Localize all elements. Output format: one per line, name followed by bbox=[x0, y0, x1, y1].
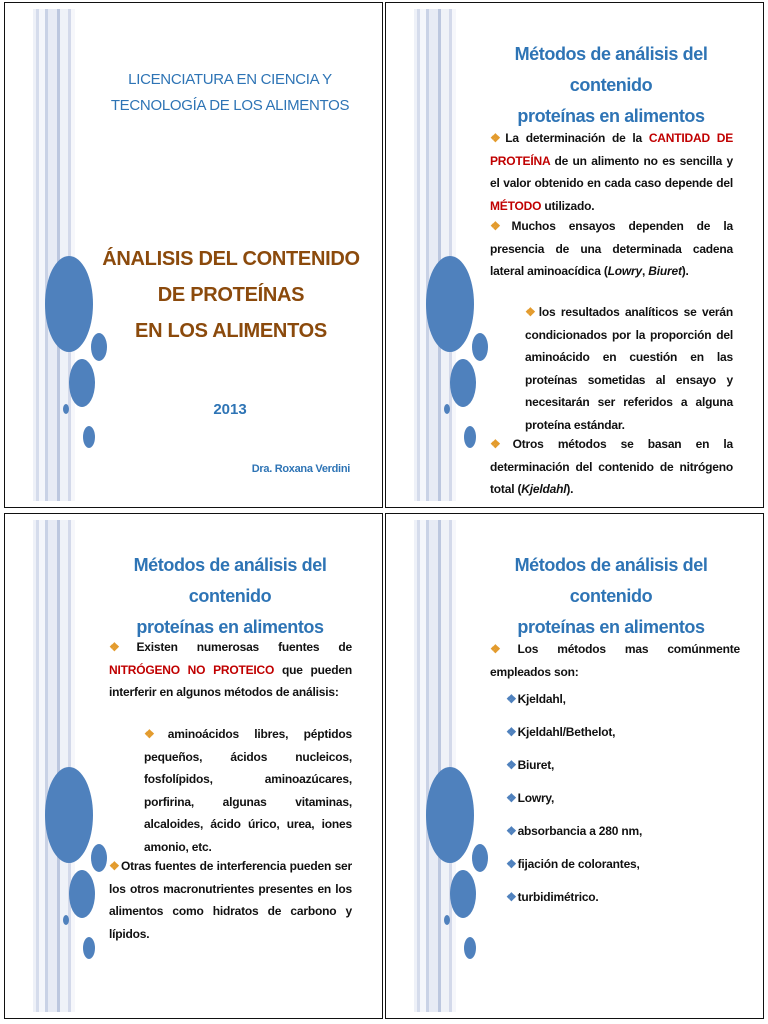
slide-title-line: Métodos de análisis del contenido bbox=[514, 555, 708, 606]
slide-2 bbox=[385, 2, 764, 508]
decorative-circle bbox=[426, 256, 474, 352]
slide-3 bbox=[4, 513, 383, 1019]
diamond-bullet-icon: ❖ bbox=[506, 725, 517, 739]
paragraph-text: , bbox=[642, 264, 649, 278]
decorative-circle bbox=[464, 937, 476, 959]
diamond-bullet-icon: ❖ bbox=[144, 727, 167, 741]
decorative-circle bbox=[444, 404, 450, 414]
sub-paragraph bbox=[144, 723, 352, 858]
decorative-stripes bbox=[33, 520, 75, 1012]
highlight-text: MÉTODO bbox=[490, 198, 542, 213]
list-item bbox=[506, 791, 554, 805]
decorative-circle bbox=[63, 915, 69, 925]
list-item-text: Lowry, bbox=[517, 791, 555, 805]
diamond-bullet-icon: ❖ bbox=[109, 859, 120, 873]
paragraph bbox=[109, 636, 352, 704]
highlight-text: CANTIDAD DE PROTEÍNA bbox=[490, 131, 734, 168]
diamond-bullet-icon: ❖ bbox=[109, 640, 136, 654]
program-title bbox=[105, 67, 355, 119]
decorative-stripes bbox=[33, 9, 75, 501]
decorative-circle bbox=[472, 333, 488, 361]
paragraph-text: ). bbox=[566, 482, 574, 496]
paragraph-text: aminoácidos libres, péptidos pequeños, ácidos nucleicos, fosfolípidos, aminoazúcares, porfirina, algunas vitaminas, alcaloides, ácido úrico, urea, iones amonio, etc. bbox=[144, 727, 352, 854]
decorative-circle bbox=[45, 767, 93, 863]
paragraph bbox=[109, 855, 352, 945]
list-item-text: Biuret, bbox=[517, 758, 555, 772]
decorative-circle bbox=[45, 256, 93, 352]
slide-title-line: Métodos de análisis del contenido bbox=[514, 44, 708, 95]
paragraph-text: Existen numerosas fuentes de bbox=[136, 640, 352, 654]
decorative-circle bbox=[69, 870, 95, 918]
year: 2013 bbox=[213, 401, 247, 418]
decorative-circle bbox=[69, 359, 95, 407]
presentation-title-line: ÁNALISIS DEL CONTENIDO bbox=[102, 248, 360, 270]
list-item-text: turbidimétrico. bbox=[517, 890, 599, 904]
list-item bbox=[506, 824, 642, 838]
slide-title bbox=[481, 550, 741, 643]
slide-4 bbox=[385, 513, 764, 1019]
diamond-bullet-icon: ❖ bbox=[525, 305, 538, 319]
paragraph-text: Otras fuentes de interferencia pueden ser los otros macronutrientes presentes en los alimentos como hidratos de carbono y lípidos. bbox=[109, 859, 352, 941]
paragraph-text: Los métodos mas comúnmente empleados son: bbox=[490, 642, 740, 679]
presentation-title-line: EN LOS ALIMENTOS bbox=[135, 320, 327, 342]
decorative-circle bbox=[444, 915, 450, 925]
paragraph bbox=[490, 127, 733, 217]
list-item bbox=[506, 725, 615, 739]
slide-title bbox=[481, 39, 741, 132]
decorative-circle bbox=[426, 767, 474, 863]
presentation-title bbox=[100, 241, 362, 349]
paragraph-text: Muchos ensayos dependen de la presencia de una determinada cadena lateral aminoacídica ( bbox=[490, 219, 733, 278]
paragraph-text: La determinación de la bbox=[505, 131, 649, 145]
paragraph bbox=[490, 215, 733, 283]
paragraph bbox=[490, 433, 733, 501]
diamond-bullet-icon: ❖ bbox=[506, 890, 517, 904]
decorative-circle bbox=[450, 870, 476, 918]
italic-text: Kjeldahl bbox=[521, 482, 567, 496]
diamond-bullet-icon: ❖ bbox=[506, 758, 517, 772]
presentation-title-line: DE PROTEÍNAS bbox=[157, 284, 305, 306]
slide-title bbox=[100, 550, 360, 643]
slide-title-line: proteínas en alimentos bbox=[517, 617, 705, 637]
paragraph-text: Otros métodos se basan en la determinación del contenido de nitrógeno total ( bbox=[490, 437, 734, 496]
paragraph-text: de un alimento no es sencilla y el valor obtenido en cada caso depende del bbox=[490, 153, 733, 190]
diamond-bullet-icon: ❖ bbox=[506, 857, 517, 871]
decorative-circle bbox=[83, 426, 95, 448]
program-title-line: LICENCIATURA EN CIENCIA Y bbox=[128, 71, 332, 88]
highlight-text: NITRÓGENO NO PROTEICO bbox=[109, 662, 275, 677]
author: Dra. Roxana Verdini bbox=[251, 463, 350, 475]
italic-text: Lowry bbox=[607, 264, 642, 278]
slide-title-line: proteínas en alimentos bbox=[136, 617, 324, 637]
list-item-text: Kjeldahl/Bethelot, bbox=[517, 725, 616, 739]
list-item-text: absorbancia a 280 nm, bbox=[517, 824, 643, 838]
decorative-circle bbox=[450, 359, 476, 407]
decorative-stripes bbox=[414, 520, 456, 1012]
decorative-circle bbox=[472, 844, 488, 872]
diamond-bullet-icon: ❖ bbox=[506, 692, 517, 706]
decorative-circle bbox=[83, 937, 95, 959]
slide-title-line: Métodos de análisis del contenido bbox=[133, 555, 327, 606]
decorative-circle bbox=[464, 426, 476, 448]
slide-1 bbox=[4, 2, 383, 508]
paragraph bbox=[490, 638, 740, 683]
slide-title-line: proteínas en alimentos bbox=[517, 106, 705, 126]
diamond-bullet-icon: ❖ bbox=[490, 219, 511, 233]
paragraph-text: ). bbox=[681, 264, 689, 278]
list-item bbox=[506, 857, 640, 871]
diamond-bullet-icon: ❖ bbox=[490, 131, 505, 145]
diamond-bullet-icon: ❖ bbox=[490, 642, 517, 656]
italic-text: Biuret bbox=[648, 264, 682, 278]
diamond-bullet-icon: ❖ bbox=[506, 791, 517, 805]
list-item bbox=[506, 692, 566, 706]
paragraph-text: los resultados analíticos se verán condicionados por la proporción del aminoácido en cuestión en las proteínas sometidas al ensayo y necesitarán ser referidos a alguna proteína estándar. bbox=[525, 305, 733, 432]
sub-paragraph bbox=[525, 301, 733, 436]
list-item-text: fijación de colorantes, bbox=[517, 857, 640, 871]
decorative-circle bbox=[91, 844, 107, 872]
list-item bbox=[506, 758, 554, 772]
diamond-bullet-icon: ❖ bbox=[506, 824, 517, 838]
program-title-line: TECNOLOGÍA DE LOS ALIMENTOS bbox=[110, 97, 350, 114]
decorative-circle bbox=[63, 404, 69, 414]
list-item-text: Kjeldahl, bbox=[517, 692, 566, 706]
paragraph-text: utilizado. bbox=[541, 198, 595, 213]
decorative-stripes bbox=[414, 9, 456, 501]
diamond-bullet-icon: ❖ bbox=[490, 437, 512, 451]
list-item bbox=[506, 890, 599, 904]
paragraph-text: que pueden interferir en algunos métodos de análisis: bbox=[109, 662, 352, 699]
